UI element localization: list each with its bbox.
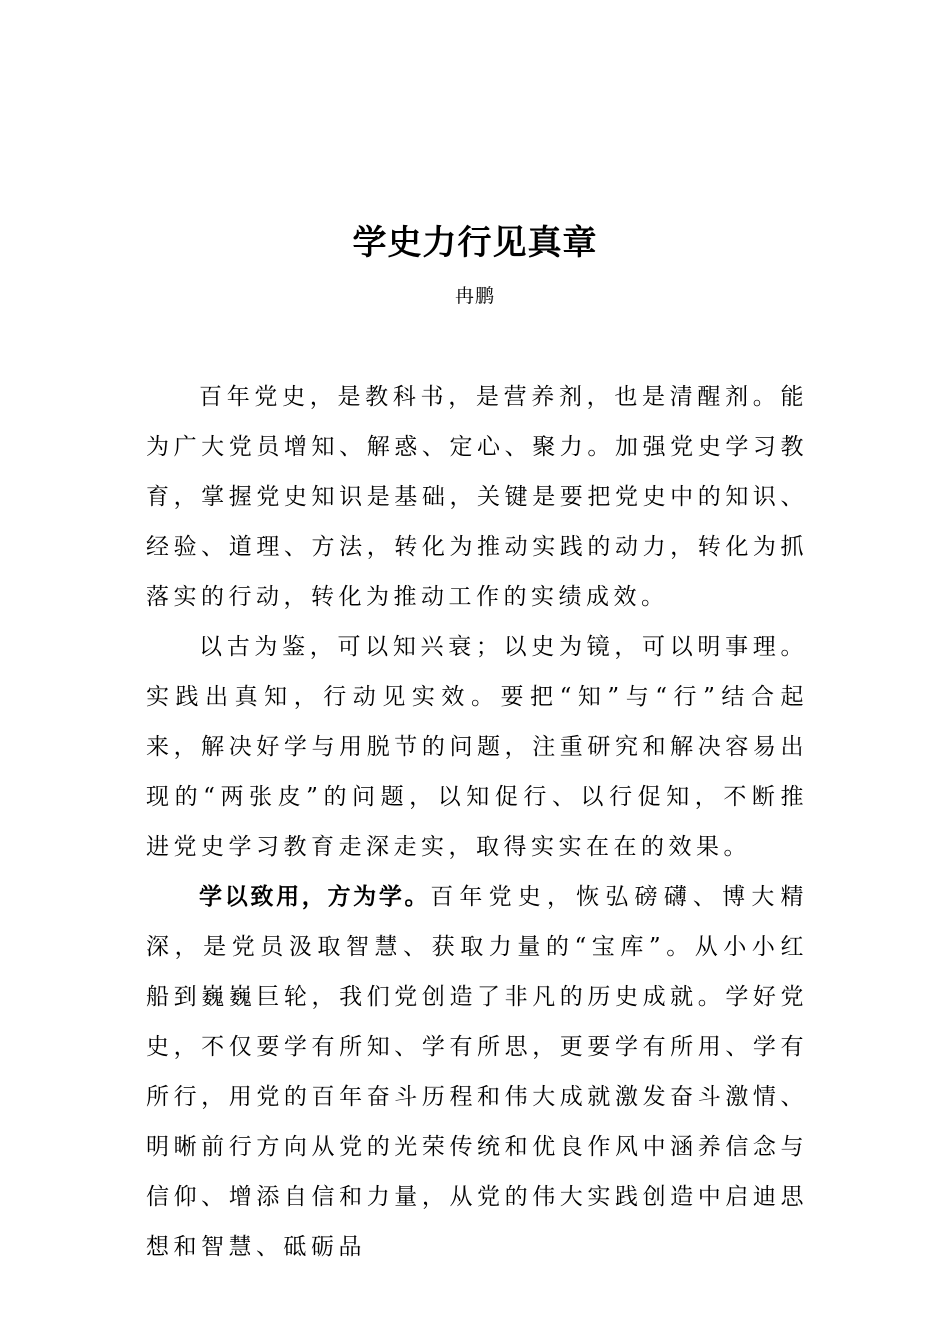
- paragraph-3-lead: 学以致用，方为学。: [199, 884, 431, 910]
- paragraph-3-text: 百年党史，恢弘磅礴、博大精深，是党员汲取智慧、获取力量的“宝库”。从小小红船到巍巍巨轮，我们党创造了非凡的历史成就。学好党史，不仅要学有所知、学有所思，更要学有所用、学有所行，用党的百年奋斗历程和伟大成就激发奋斗激情、明晰前行方向从党的光荣传统和优良作风中涵养信念与信仰、增添自信和力量，从党的伟大实践创造中启迪思想和智慧、砥砺品: [146, 884, 809, 1260]
- document-title: 学史力行见真章: [352, 223, 598, 263]
- document-body: [146, 372, 808, 1272]
- paragraph-2-text: 以古为鉴，可以知兴衰；以史为镜，可以明事理。实践出真知，行动见实效。要把“知”与“行”结合起来，解决好学与用脱节的问题，注重研究和解决容易出现的“两张皮”的问题，以知促行、以行促知，不断推进党史学习教育走深走实，取得实实在在的效果。: [146, 634, 808, 860]
- paragraph-2: [146, 622, 808, 872]
- paragraph-3: [146, 872, 808, 1272]
- document-author: 冉鹏: [454, 285, 495, 307]
- paragraph-1: [146, 372, 808, 622]
- paragraph-1-text: 百年党史，是教科书，是营养剂，也是清醒剂。能为广大党员增知、解惑、定心、聚力。加强党史学习教育，掌握党史知识是基础，关键是要把党史中的知识、经验、道理、方法，转化为推动实践的动力，转化为抓落实的行动，转化为推动工作的实绩成效。: [146, 384, 808, 610]
